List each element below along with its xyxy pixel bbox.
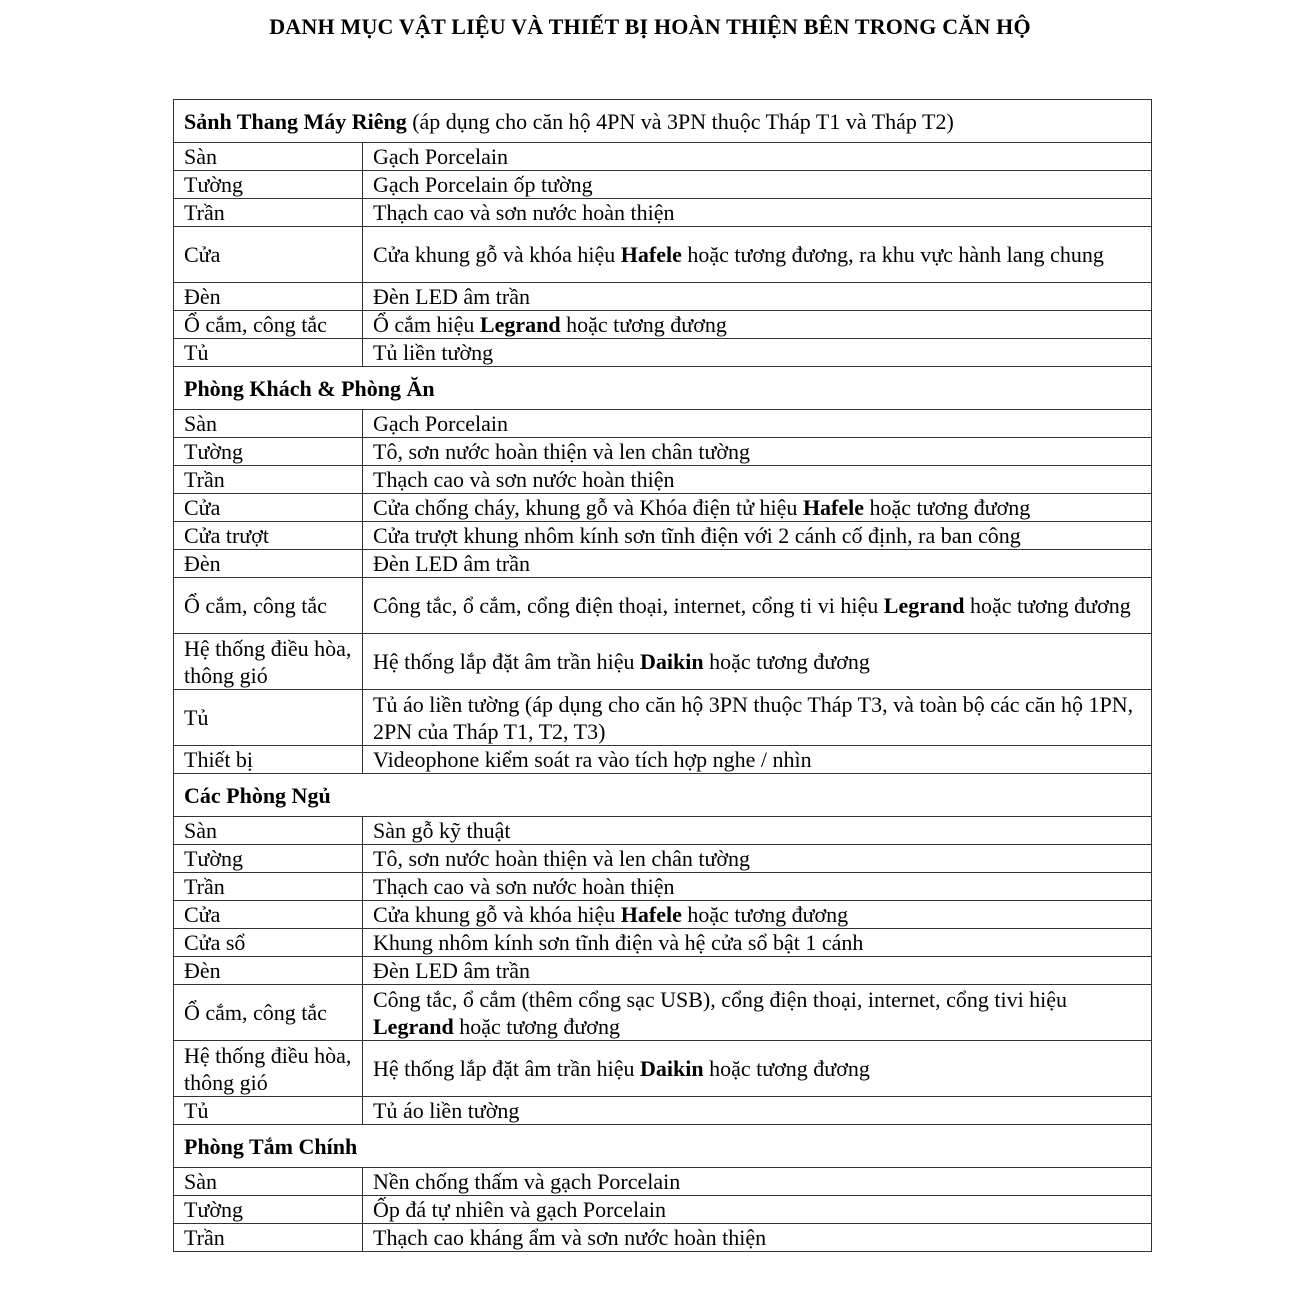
table-row — [174, 957, 1152, 985]
text-segment: hoặc tương đương — [864, 495, 1031, 520]
item-label: Tường — [174, 1196, 363, 1224]
materials-table — [173, 99, 1152, 1252]
item-value — [363, 985, 1152, 1041]
text-segment: Khung nhôm kính sơn tĩnh điện và hệ cửa sổ bật 1 cánh — [373, 930, 864, 955]
table-row — [174, 339, 1152, 367]
item-label: Ổ cắm, công tắc — [174, 311, 363, 339]
table-row — [174, 227, 1152, 283]
table-row — [174, 1168, 1152, 1196]
table-row — [174, 410, 1152, 438]
item-label: Hệ thống điều hòa, thông gió — [174, 634, 363, 690]
table-row — [174, 143, 1152, 171]
item-value — [363, 873, 1152, 901]
table-row — [174, 746, 1152, 774]
item-value — [363, 929, 1152, 957]
text-segment: Công tắc, ổ cắm, cổng điện thoại, internet, cổng ti vi hiệu — [373, 593, 884, 618]
brand-name: Daikin — [639, 1056, 704, 1081]
section-title — [174, 774, 1152, 817]
section-header — [174, 100, 1152, 143]
item-label: Trần — [174, 466, 363, 494]
item-value — [363, 817, 1152, 845]
text-segment: hoặc tương đương — [703, 649, 870, 674]
item-label: Sàn — [174, 1168, 363, 1196]
item-value — [363, 746, 1152, 774]
item-value — [363, 522, 1152, 550]
item-label: Tủ — [174, 690, 363, 746]
section-title — [174, 367, 1152, 410]
text-segment: Thạch cao và sơn nước hoàn thiện — [373, 467, 675, 492]
text-segment: Ổ cắm hiệu — [373, 312, 480, 337]
item-value — [363, 1097, 1152, 1125]
item-value — [363, 690, 1152, 746]
text-segment: Cửa chống cháy, khung gỗ và Khóa điện tử hiệu — [373, 495, 803, 520]
item-label: Sàn — [174, 143, 363, 171]
item-value — [363, 550, 1152, 578]
table-row — [174, 311, 1152, 339]
item-value — [363, 199, 1152, 227]
item-label: Trần — [174, 873, 363, 901]
text-segment: Ốp đá tự nhiên và gạch Porcelain — [373, 1197, 666, 1222]
table-row — [174, 466, 1152, 494]
item-label: Hệ thống điều hòa, thông gió — [174, 1041, 363, 1097]
item-label: Ổ cắm, công tắc — [174, 985, 363, 1041]
table-row — [174, 1097, 1152, 1125]
table-row — [174, 845, 1152, 873]
item-label: Cửa — [174, 901, 363, 929]
text-segment: Gạch Porcelain ốp tường — [373, 172, 593, 197]
item-label: Cửa — [174, 494, 363, 522]
text-segment: hoặc tương đương — [453, 1013, 620, 1039]
item-label: Ổ cắm, công tắc — [174, 578, 363, 634]
text-segment: Tủ áo liền tường (áp dụng cho căn hộ 3PN thuộc Tháp T3, và toàn bộ các căn hộ 1PN, 2PN của Tháp T1, T2, T3) — [373, 691, 1134, 744]
text-segment: hoặc tương đương, ra khu vực hành lang chung — [681, 242, 1104, 267]
item-label: Sàn — [174, 817, 363, 845]
table-row — [174, 929, 1152, 957]
text-segment: Đèn LED âm trần — [373, 958, 530, 983]
text-segment: Thạch cao kháng ẩm và sơn nước hoàn thiện — [373, 1225, 767, 1250]
page-title: DANH MỤC VẬT LIỆU VÀ THIẾT BỊ HOÀN THIỆN BÊN TRONG CĂN HỘ — [269, 14, 1031, 39]
item-label: Cửa sổ — [174, 929, 363, 957]
text-segment: Cửa trượt khung nhôm kính sơn tĩnh điện với 2 cánh cố định, ra ban công — [373, 523, 1021, 548]
text-segment: Cửa khung gỗ và khóa hiệu — [373, 902, 621, 927]
item-label: Cửa — [174, 227, 363, 283]
text-segment: Cửa khung gỗ và khóa hiệu — [373, 242, 621, 267]
table-row — [174, 817, 1152, 845]
item-value — [363, 339, 1152, 367]
text-segment: Đèn LED âm trần — [373, 284, 530, 309]
section-title — [174, 100, 1152, 143]
brand-name: Legrand — [479, 312, 561, 337]
brand-name: Phòng Khách & Phòng Ăn — [184, 375, 435, 401]
item-value — [363, 494, 1152, 522]
item-label: Tường — [174, 845, 363, 873]
brand-name: Các Phòng Ngủ — [184, 782, 331, 808]
item-value — [363, 957, 1152, 985]
text-segment: Sàn gỗ kỹ thuật — [373, 818, 511, 843]
item-value — [363, 634, 1152, 690]
text-segment: Công tắc, ổ cắm (thêm cổng sạc USB), cổng điện thoại, internet, cổng tivi hiệu — [373, 986, 1068, 1012]
item-label: Đèn — [174, 283, 363, 311]
item-label: Tủ — [174, 1097, 363, 1125]
text-segment: Hệ thống lắp đặt âm trần hiệu — [373, 649, 640, 674]
table-row — [174, 690, 1152, 746]
text-segment: Thạch cao và sơn nước hoàn thiện — [373, 874, 675, 899]
item-value — [363, 466, 1152, 494]
text-segment: hoặc tương đương — [560, 312, 727, 337]
text-segment: Gạch Porcelain — [373, 144, 508, 169]
item-value — [363, 845, 1152, 873]
item-value — [363, 578, 1152, 634]
text-segment: Thạch cao và sơn nước hoàn thiện — [373, 200, 675, 225]
item-value — [363, 1168, 1152, 1196]
table-row — [174, 199, 1152, 227]
item-label: Tường — [174, 438, 363, 466]
table-row — [174, 901, 1152, 929]
text-segment: Đèn LED âm trần — [373, 551, 530, 576]
item-value — [363, 901, 1152, 929]
item-value — [363, 1196, 1152, 1224]
brand-name: Legrand — [883, 593, 965, 618]
table-row — [174, 985, 1152, 1041]
brand-name: Hafele — [620, 242, 682, 267]
text-segment: Tủ áo liền tường — [373, 1098, 520, 1123]
item-value — [363, 410, 1152, 438]
table-row — [174, 578, 1152, 634]
table-row — [174, 1196, 1152, 1224]
table-row — [174, 283, 1152, 311]
item-label: Đèn — [174, 957, 363, 985]
text-segment: Nền chống thấm và gạch Porcelain — [373, 1169, 681, 1194]
section-header — [174, 1125, 1152, 1168]
text-segment: Tô, sơn nước hoàn thiện và len chân tường — [373, 439, 751, 464]
table-row — [174, 522, 1152, 550]
brand-name: Legrand — [373, 1013, 454, 1039]
section-title — [174, 1125, 1152, 1168]
item-label: Cửa trượt — [174, 522, 363, 550]
item-label: Sàn — [174, 410, 363, 438]
item-value — [363, 311, 1152, 339]
text-segment: Tủ liền tường — [373, 340, 494, 365]
item-value — [363, 171, 1152, 199]
item-label: Tủ — [174, 339, 363, 367]
item-value — [363, 438, 1152, 466]
table-row — [174, 494, 1152, 522]
item-label: Thiết bị — [174, 746, 363, 774]
section-header — [174, 774, 1152, 817]
table-row — [174, 171, 1152, 199]
table-row — [174, 550, 1152, 578]
table-row — [174, 1041, 1152, 1097]
table-row — [174, 873, 1152, 901]
text-segment: (áp dụng cho căn hộ 4PN và 3PN thuộc Tháp T1 và Tháp T2) — [406, 108, 954, 134]
table-row — [174, 1224, 1152, 1252]
item-label: Tường — [174, 171, 363, 199]
item-label: Đèn — [174, 550, 363, 578]
item-label: Trần — [174, 1224, 363, 1252]
table-row — [174, 634, 1152, 690]
brand-name: Hafele — [620, 902, 682, 927]
text-segment: hoặc tương đương — [703, 1056, 870, 1081]
item-value — [363, 1224, 1152, 1252]
text-segment: Videophone kiểm soát ra vào tích hợp nghe / nhìn — [373, 747, 812, 772]
item-value — [363, 143, 1152, 171]
section-header — [174, 367, 1152, 410]
item-value — [363, 283, 1152, 311]
text-segment: hoặc tương đương — [964, 593, 1131, 618]
text-segment: hoặc tương đương — [681, 902, 849, 927]
brand-name: Daikin — [639, 649, 704, 674]
text-segment: Tô, sơn nước hoàn thiện và len chân tường — [373, 846, 751, 871]
text-segment: Gạch Porcelain — [373, 411, 508, 436]
brand-name: Sảnh Thang Máy Riêng — [184, 108, 407, 134]
brand-name: Hafele — [802, 495, 865, 520]
item-value — [363, 227, 1152, 283]
item-label: Trần — [174, 199, 363, 227]
item-value — [363, 1041, 1152, 1097]
table-row — [174, 438, 1152, 466]
text-segment: Hệ thống lắp đặt âm trần hiệu — [373, 1056, 640, 1081]
brand-name: Phòng Tắm Chính — [184, 1133, 358, 1159]
